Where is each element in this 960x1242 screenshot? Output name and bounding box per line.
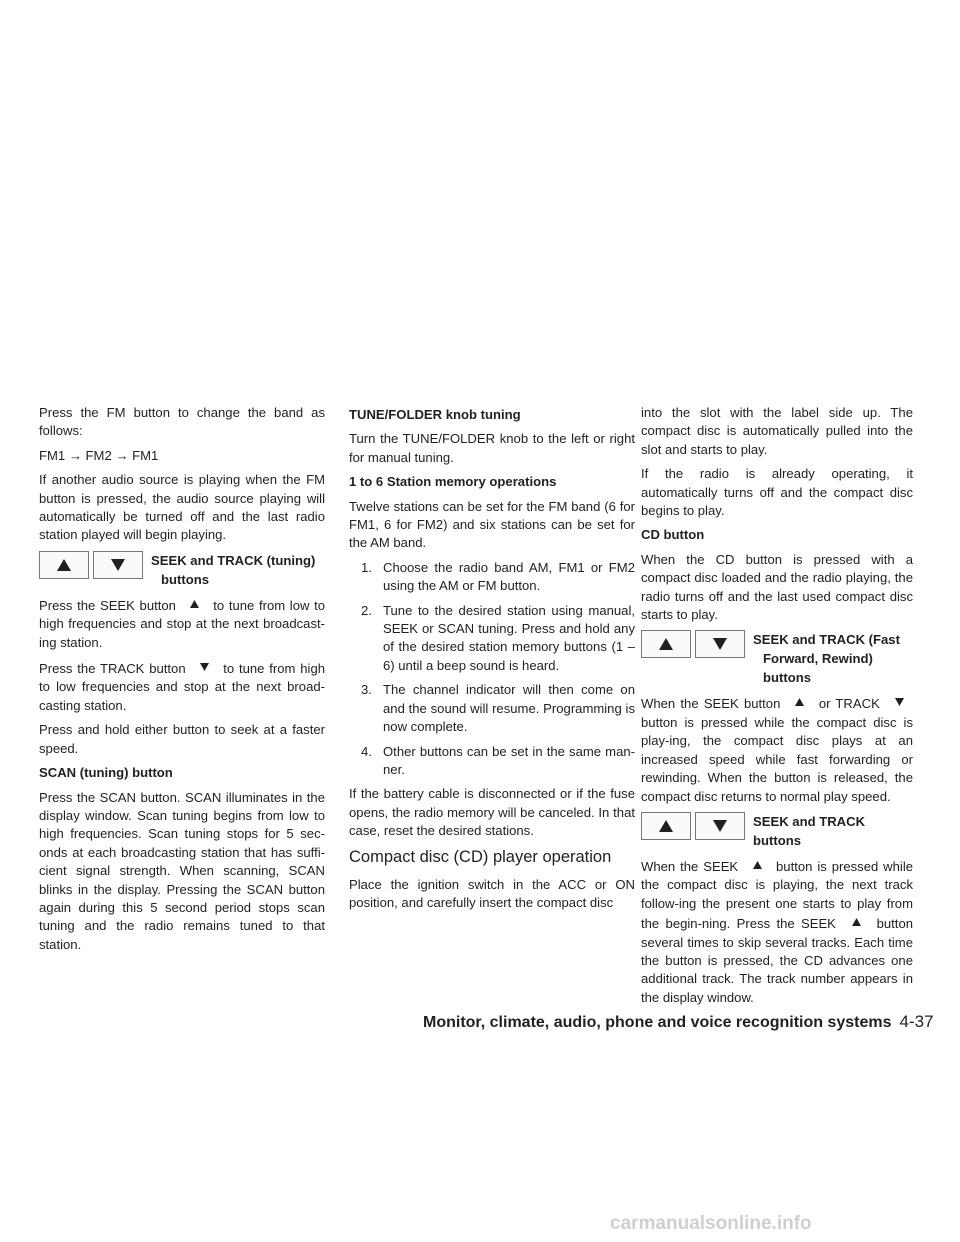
page-number: 4-37 bbox=[899, 1012, 934, 1031]
column-2 bbox=[349, 404, 635, 918]
page-footer bbox=[423, 1012, 934, 1032]
heading-cd-button: CD button bbox=[641, 527, 705, 543]
button-illustration bbox=[641, 630, 749, 658]
paragraph-cd-slot: into the slot with the label side up. The compact disc is automatically pulled into the slot and starts to play. bbox=[641, 405, 913, 457]
track-button-illustration bbox=[93, 551, 143, 579]
track-down-arrow-icon bbox=[713, 638, 727, 650]
seek-up-arrow-icon bbox=[659, 638, 673, 650]
seek-button-illustration bbox=[641, 630, 691, 658]
paragraph-fm-sequence: FM1 → FM2 → FM1 bbox=[39, 447, 159, 463]
list-item: 4. Other buttons can be set in the same man-ner. bbox=[361, 743, 635, 777]
button-illustration bbox=[641, 812, 749, 840]
track-button-illustration bbox=[695, 630, 745, 658]
seek-track-fast-heading bbox=[641, 630, 913, 687]
track-down-arrow-icon bbox=[111, 559, 125, 571]
seek-track-tuning-heading bbox=[39, 551, 325, 589]
seek-track-buttons-heading bbox=[641, 812, 913, 850]
paragraph-seek-button: Press the SEEK button to tune from low to high frequencies and stop at the next broadcast-ing station. bbox=[39, 595, 325, 652]
footer-section-title: Monitor, climate, audio, phone and voice recognition systems bbox=[423, 1014, 892, 1031]
seek-track-fast-label bbox=[749, 630, 913, 687]
paragraph-press-hold: Press and hold either button to seek at a faster speed. bbox=[39, 722, 325, 756]
column-3 bbox=[641, 404, 913, 1013]
seek-up-arrow-icon bbox=[786, 693, 814, 711]
heading-scan-button: SCAN (tuning) button bbox=[39, 765, 173, 781]
seek-track-buttons-label: SEEK and TRACK buttons bbox=[753, 813, 866, 848]
track-down-arrow-icon bbox=[885, 693, 913, 711]
paragraph-scan: Press the SCAN button. SCAN illuminates in the display window. Scan tuning begins from low to high frequencies. Scan tuning stops for 5 sec-onds at each broadcasting station that has suffi-cient signal strength. When scanning, SCAN blinks in the display. Pressing the SCAN button again during this 5 second period stops scan tuning and the radio remains tuned to that station. bbox=[39, 789, 325, 952]
heading-tune-folder: TUNE/FOLDER knob tuning bbox=[349, 407, 521, 422]
paragraph-tune-folder: Turn the TUNE/FOLDER knob to the left or right for manual tuning. bbox=[349, 431, 635, 465]
station-memory-steps bbox=[349, 559, 635, 779]
seek-track-fast-label-line2: Forward, Rewind) buttons bbox=[763, 651, 873, 686]
button-illustration bbox=[39, 551, 147, 579]
seek-button-illustration bbox=[641, 812, 691, 840]
paragraph-fm-band: Press the FM button to change the band as follows: bbox=[39, 405, 325, 439]
column-1 bbox=[39, 404, 325, 960]
seek-up-arrow-icon bbox=[842, 913, 870, 931]
paragraph-fast-forward: When the SEEK button or TRACK button is pressed while the compact disc is play-ing, the compact disc plays at an increased speed while fast forwarding or rewinding. When the button is released, the compact disc returns to normal play speed. bbox=[641, 693, 913, 805]
paragraph-battery: If the battery cable is disconnected or if the fuse opens, the radio memory will be canceled. In that case, reset the desired stations. bbox=[349, 786, 635, 839]
watermark: carmanualsonline.info bbox=[610, 1213, 812, 1234]
seek-up-arrow-icon bbox=[57, 559, 71, 571]
seek-track-tuning-label-line1: SEEK and TRACK (tuning) bbox=[151, 552, 316, 568]
seek-track-tuning-label bbox=[147, 551, 315, 589]
paragraph-audio-source: If another audio source is playing when the FM button is pressed, the audio source playing will automatically be turned off and the last radio station played will begin playing. bbox=[39, 472, 325, 543]
paragraph-track-button: Press the TRACK button to tune from high to low frequencies and stop at the next broad-casting station. bbox=[39, 658, 325, 715]
seek-up-arrow-icon bbox=[743, 856, 771, 874]
paragraph-ignition: Place the ignition switch in the ACC or ON position, and carefully insert the compact disc bbox=[349, 876, 635, 910]
seek-track-fast-label-line1: SEEK and TRACK (Fast bbox=[753, 632, 900, 648]
track-down-arrow-icon bbox=[713, 820, 727, 832]
seek-track-tuning-label-line2: buttons bbox=[161, 571, 209, 587]
paragraph-cd-button: When the CD button is pressed with a compact disc loaded and the radio playing, the radio turns off and the last used compact disc starts to play. bbox=[641, 551, 913, 623]
paragraph-radio-operating: If the radio is already operating, it automatically turns off and the compact disc begins to play. bbox=[641, 466, 913, 519]
seek-button-illustration bbox=[39, 551, 89, 579]
seek-up-arrow-icon bbox=[181, 595, 209, 613]
heading-cd-player: Compact disc (CD) player operation bbox=[349, 847, 612, 866]
heading-station-memory: 1 to 6 Station memory operations bbox=[349, 474, 557, 490]
paragraph-station-memory: Twelve stations can be set for the FM band (6 for FM1, 6 for FM2) and six stations can be set for the AM band. bbox=[349, 498, 635, 551]
list-item: 3. The channel indicator will then come on and the sound will resume. Programming is now complete. bbox=[361, 682, 635, 735]
list-item: 2. Tune to the desired station using manual, SEEK or SCAN tuning. Press and hold any of the desired station memory buttons (1 – 6) until a beep sound is heard. bbox=[361, 602, 635, 673]
track-button-illustration bbox=[695, 812, 745, 840]
paragraph-next-track: When the SEEK button is pressed while the compact disc is playing, the next track follow-ing the present one starts to play from the begin-ning. Press the SEEK button several times to skip several tracks. Each time the button is pressed, the CD advances one additional track. The track number appears in the display window. bbox=[641, 856, 913, 1007]
seek-up-arrow-icon bbox=[659, 820, 673, 832]
list-item: 1. Choose the radio band AM, FM1 or FM2 using the AM or FM button. bbox=[361, 559, 635, 594]
track-down-arrow-icon bbox=[190, 658, 218, 676]
